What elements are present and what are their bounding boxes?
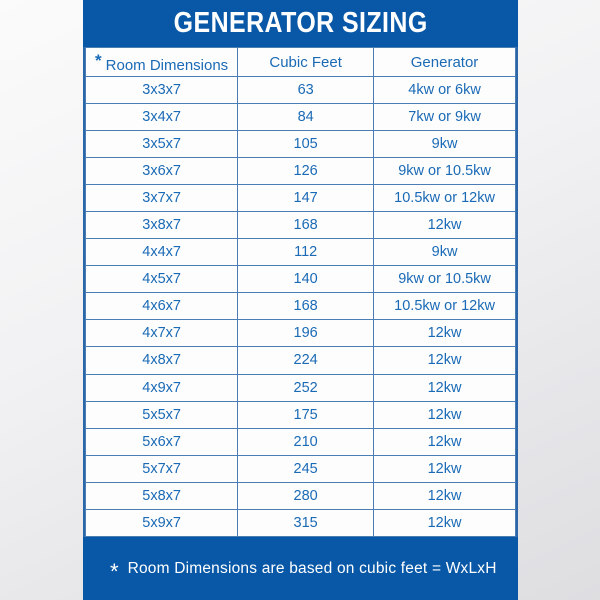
cell-generator: 7kw or 9kw [374, 104, 516, 131]
cell-generator: 12kw [374, 212, 516, 239]
cell-room-dimensions: 4x8x7 [86, 347, 238, 374]
cell-room-dimensions: 3x7x7 [86, 185, 238, 212]
cell-room-dimensions: 5x7x7 [86, 455, 238, 482]
table-row [86, 212, 516, 239]
cell-cubic-feet: 252 [238, 374, 374, 401]
cell-cubic-feet: 126 [238, 158, 374, 185]
cell-cubic-feet: 280 [238, 482, 374, 509]
cell-generator: 12kw [374, 428, 516, 455]
table-row [86, 320, 516, 347]
column-header-cubic-feet: Cubic Feet [238, 48, 374, 77]
cell-room-dimensions: 4x7x7 [86, 320, 238, 347]
generator-sizing-table [85, 47, 516, 537]
cell-generator: 12kw [374, 347, 516, 374]
table-row [86, 509, 516, 536]
cell-generator: 12kw [374, 374, 516, 401]
table-row [86, 401, 516, 428]
cell-generator: 10.5kw or 12kw [374, 293, 516, 320]
cell-cubic-feet: 168 [238, 212, 374, 239]
column-header-room-dimensions-label: Room Dimensions [105, 56, 229, 74]
cell-room-dimensions: 3x5x7 [86, 131, 238, 158]
table-body [86, 77, 516, 537]
cell-room-dimensions: 5x9x7 [86, 509, 238, 536]
cell-room-dimensions: 4x9x7 [86, 374, 238, 401]
footnote-bar: * Room Dimensions are based on cubic feet = WxLxH [83, 537, 518, 600]
cell-room-dimensions: 4x4x7 [86, 239, 238, 266]
content-panel [83, 0, 518, 600]
cell-generator: 9kw [374, 239, 516, 266]
title-banner [83, 0, 518, 47]
cell-generator: 4kw or 6kw [374, 77, 516, 104]
cell-cubic-feet: 224 [238, 347, 374, 374]
footnote-text: Room Dimensions are based on cubic feet = WxLxH [127, 559, 497, 577]
cell-generator: 12kw [374, 455, 516, 482]
cell-generator: 12kw [374, 401, 516, 428]
table-row [86, 239, 516, 266]
cell-generator: 9kw or 10.5kw [374, 266, 516, 293]
table-row [86, 428, 516, 455]
column-header-generator: Generator [374, 48, 516, 77]
cell-cubic-feet: 84 [238, 104, 374, 131]
cell-room-dimensions: 3x8x7 [86, 212, 238, 239]
table-header-row [86, 48, 516, 77]
cell-cubic-feet: 140 [238, 266, 374, 293]
cell-generator: 12kw [374, 320, 516, 347]
cell-generator: 12kw [374, 509, 516, 536]
asterisk-marker: * [95, 50, 102, 70]
cell-generator: 10.5kw or 12kw [374, 185, 516, 212]
cell-cubic-feet: 112 [238, 239, 374, 266]
cell-cubic-feet: 315 [238, 509, 374, 536]
cell-cubic-feet: 147 [238, 185, 374, 212]
cell-cubic-feet: 168 [238, 293, 374, 320]
table-row [86, 266, 516, 293]
cell-cubic-feet: 210 [238, 428, 374, 455]
cell-generator: 12kw [374, 482, 516, 509]
cell-cubic-feet: 245 [238, 455, 374, 482]
cell-room-dimensions: 4x5x7 [86, 266, 238, 293]
table-row [86, 482, 516, 509]
cell-generator: 9kw [374, 131, 516, 158]
table-row [86, 104, 516, 131]
cell-cubic-feet: 63 [238, 77, 374, 104]
page-title: GENERATOR SIZING [173, 7, 428, 39]
cell-room-dimensions: 3x6x7 [86, 158, 238, 185]
cell-room-dimensions: 3x3x7 [86, 77, 238, 104]
table-row [86, 131, 516, 158]
cell-room-dimensions: 5x5x7 [86, 401, 238, 428]
table-row [86, 455, 516, 482]
cell-room-dimensions: 3x4x7 [86, 104, 238, 131]
cell-cubic-feet: 175 [238, 401, 374, 428]
table-area [83, 47, 518, 537]
cell-cubic-feet: 196 [238, 320, 374, 347]
column-header-room-dimensions [86, 48, 238, 77]
table-row [86, 293, 516, 320]
cell-cubic-feet: 105 [238, 131, 374, 158]
cell-generator: 9kw or 10.5kw [374, 158, 516, 185]
table-row [86, 374, 516, 401]
table-row [86, 347, 516, 374]
table-row [86, 158, 516, 185]
cell-room-dimensions: 4x6x7 [86, 293, 238, 320]
cell-room-dimensions: 5x8x7 [86, 482, 238, 509]
table-row [86, 185, 516, 212]
table-row [86, 77, 516, 104]
cell-room-dimensions: 5x6x7 [86, 428, 238, 455]
